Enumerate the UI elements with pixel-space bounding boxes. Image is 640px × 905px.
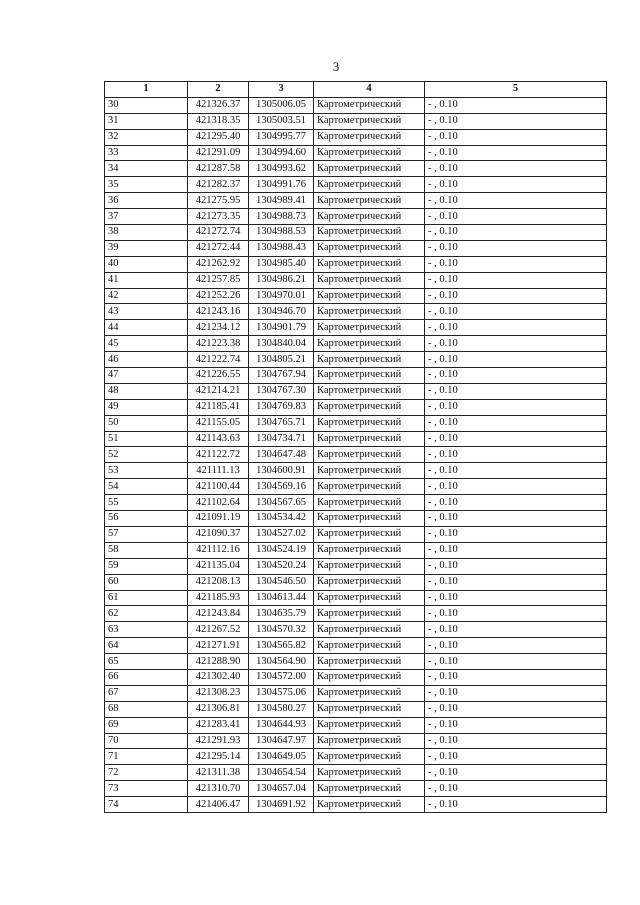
x-coordinate-cell: 421406.47: [188, 797, 249, 813]
point-number-cell: 41: [105, 272, 188, 288]
y-coordinate-cell: 1304994.60: [249, 145, 314, 161]
accuracy-cell: - , 0.10: [425, 622, 607, 638]
table-row: [105, 797, 607, 813]
method-cell: Картометрический: [314, 733, 425, 749]
x-coordinate-cell: 421302.40: [188, 669, 249, 685]
method-cell: Картометрический: [314, 574, 425, 590]
point-number-cell: 34: [105, 161, 188, 177]
table-row: [105, 733, 607, 749]
point-number-cell: 37: [105, 209, 188, 225]
point-number-cell: 40: [105, 256, 188, 272]
x-coordinate-cell: 421308.23: [188, 685, 249, 701]
accuracy-cell: - , 0.10: [425, 352, 607, 368]
table-row: [105, 463, 607, 479]
accuracy-cell: - , 0.10: [425, 383, 607, 399]
point-number-cell: 50: [105, 415, 188, 431]
table-row: [105, 606, 607, 622]
method-cell: Картометрический: [314, 368, 425, 384]
point-number-cell: 72: [105, 765, 188, 781]
table-row: [105, 256, 607, 272]
method-cell: Картометрический: [314, 701, 425, 717]
x-coordinate-cell: 421310.70: [188, 781, 249, 797]
accuracy-cell: - , 0.10: [425, 574, 607, 590]
point-number-cell: 69: [105, 717, 188, 733]
table-row: [105, 574, 607, 590]
x-coordinate-cell: 421208.13: [188, 574, 249, 590]
point-number-cell: 71: [105, 749, 188, 765]
table-row: [105, 717, 607, 733]
method-cell: Картометрический: [314, 479, 425, 495]
x-coordinate-cell: 421222.74: [188, 352, 249, 368]
method-cell: Картометрический: [314, 352, 425, 368]
x-coordinate-cell: 421287.58: [188, 161, 249, 177]
x-coordinate-cell: 421257.85: [188, 272, 249, 288]
x-coordinate-cell: 421185.41: [188, 399, 249, 415]
point-number-cell: 60: [105, 574, 188, 590]
accuracy-cell: - , 0.10: [425, 129, 607, 145]
x-coordinate-cell: 421295.14: [188, 749, 249, 765]
x-coordinate-cell: 421326.37: [188, 97, 249, 113]
accuracy-cell: - , 0.10: [425, 526, 607, 542]
point-number-cell: 57: [105, 526, 188, 542]
y-coordinate-cell: 1304769.83: [249, 399, 314, 415]
method-cell: Картометрический: [314, 193, 425, 209]
y-coordinate-cell: 1304765.71: [249, 415, 314, 431]
accuracy-cell: - , 0.10: [425, 590, 607, 606]
y-coordinate-cell: 1305003.51: [249, 113, 314, 129]
accuracy-cell: - , 0.10: [425, 669, 607, 685]
accuracy-cell: - , 0.10: [425, 431, 607, 447]
point-number-cell: 52: [105, 447, 188, 463]
table-row: [105, 526, 607, 542]
accuracy-cell: - , 0.10: [425, 685, 607, 701]
x-coordinate-cell: 421090.37: [188, 526, 249, 542]
accuracy-cell: - , 0.10: [425, 638, 607, 654]
y-coordinate-cell: 1304635.79: [249, 606, 314, 622]
y-coordinate-cell: 1304569.16: [249, 479, 314, 495]
method-cell: Картометрический: [314, 463, 425, 479]
point-number-cell: 36: [105, 193, 188, 209]
table-header-row: [105, 82, 607, 98]
accuracy-cell: - , 0.10: [425, 304, 607, 320]
point-number-cell: 65: [105, 654, 188, 670]
method-cell: Картометрический: [314, 225, 425, 241]
point-number-cell: 59: [105, 558, 188, 574]
point-number-cell: 31: [105, 113, 188, 129]
accuracy-cell: - , 0.10: [425, 717, 607, 733]
method-cell: Картометрический: [314, 256, 425, 272]
accuracy-cell: - , 0.10: [425, 209, 607, 225]
table-row: [105, 495, 607, 511]
point-number-cell: 54: [105, 479, 188, 495]
point-number-cell: 44: [105, 320, 188, 336]
accuracy-cell: - , 0.10: [425, 399, 607, 415]
table-row: [105, 288, 607, 304]
y-coordinate-cell: 1304567.65: [249, 495, 314, 511]
table-row: [105, 240, 607, 256]
method-cell: Картометрический: [314, 113, 425, 129]
x-coordinate-cell: 421143.63: [188, 431, 249, 447]
accuracy-cell: - , 0.10: [425, 368, 607, 384]
table-row: [105, 431, 607, 447]
column-header-5: 5: [425, 82, 607, 98]
point-number-cell: 33: [105, 145, 188, 161]
method-cell: Картометрический: [314, 669, 425, 685]
method-cell: Картометрический: [314, 145, 425, 161]
table-row: [105, 749, 607, 765]
table-row: [105, 781, 607, 797]
y-coordinate-cell: 1304691.92: [249, 797, 314, 813]
point-number-cell: 43: [105, 304, 188, 320]
accuracy-cell: - , 0.10: [425, 177, 607, 193]
method-cell: Картометрический: [314, 622, 425, 638]
column-header-1: 1: [105, 82, 188, 98]
y-coordinate-cell: 1304985.40: [249, 256, 314, 272]
x-coordinate-cell: 421272.44: [188, 240, 249, 256]
method-cell: Картометрический: [314, 288, 425, 304]
column-header-4: 4: [314, 82, 425, 98]
y-coordinate-cell: 1304901.79: [249, 320, 314, 336]
table-row: [105, 479, 607, 495]
point-number-cell: 62: [105, 606, 188, 622]
table-row: [105, 161, 607, 177]
x-coordinate-cell: 421283.41: [188, 717, 249, 733]
y-coordinate-cell: 1304644.93: [249, 717, 314, 733]
x-coordinate-cell: 421318.35: [188, 113, 249, 129]
method-cell: Картометрический: [314, 717, 425, 733]
accuracy-cell: - , 0.10: [425, 781, 607, 797]
table-row: [105, 765, 607, 781]
coordinates-table: [104, 81, 607, 813]
y-coordinate-cell: 1305006.05: [249, 97, 314, 113]
point-number-cell: 61: [105, 590, 188, 606]
accuracy-cell: - , 0.10: [425, 97, 607, 113]
table-row: [105, 177, 607, 193]
point-number-cell: 39: [105, 240, 188, 256]
table-row: [105, 225, 607, 241]
table-row: [105, 701, 607, 717]
page-number: 3: [332, 59, 340, 74]
table-row: [105, 622, 607, 638]
table-row: [105, 320, 607, 336]
x-coordinate-cell: 421111.13: [188, 463, 249, 479]
accuracy-cell: - , 0.10: [425, 272, 607, 288]
point-number-cell: 73: [105, 781, 188, 797]
y-coordinate-cell: 1304580.27: [249, 701, 314, 717]
y-coordinate-cell: 1304647.48: [249, 447, 314, 463]
method-cell: Картометрический: [314, 606, 425, 622]
y-coordinate-cell: 1304991.76: [249, 177, 314, 193]
method-cell: Картометрический: [314, 685, 425, 701]
point-number-cell: 48: [105, 383, 188, 399]
table-row: [105, 304, 607, 320]
point-number-cell: 49: [105, 399, 188, 415]
table-row: [105, 383, 607, 399]
method-cell: Картометрический: [314, 526, 425, 542]
method-cell: Картометрический: [314, 654, 425, 670]
point-number-cell: 32: [105, 129, 188, 145]
x-coordinate-cell: 421214.21: [188, 383, 249, 399]
x-coordinate-cell: 421275.95: [188, 193, 249, 209]
table-row: [105, 129, 607, 145]
method-cell: Картометрический: [314, 161, 425, 177]
y-coordinate-cell: 1304988.43: [249, 240, 314, 256]
y-coordinate-cell: 1304988.73: [249, 209, 314, 225]
column-header-2: 2: [188, 82, 249, 98]
x-coordinate-cell: 421262.92: [188, 256, 249, 272]
y-coordinate-cell: 1304946.70: [249, 304, 314, 320]
y-coordinate-cell: 1304734.71: [249, 431, 314, 447]
accuracy-cell: - , 0.10: [425, 654, 607, 670]
accuracy-cell: - , 0.10: [425, 256, 607, 272]
table-row: [105, 352, 607, 368]
method-cell: Картометрический: [314, 97, 425, 113]
y-coordinate-cell: 1304575.06: [249, 685, 314, 701]
method-cell: Картометрический: [314, 129, 425, 145]
y-coordinate-cell: 1304767.94: [249, 368, 314, 384]
point-number-cell: 45: [105, 336, 188, 352]
y-coordinate-cell: 1304570.32: [249, 622, 314, 638]
x-coordinate-cell: 421272.74: [188, 225, 249, 241]
method-cell: Картометрический: [314, 765, 425, 781]
x-coordinate-cell: 421155.05: [188, 415, 249, 431]
method-cell: Картометрический: [314, 797, 425, 813]
x-coordinate-cell: 421273.35: [188, 209, 249, 225]
y-coordinate-cell: 1304613.44: [249, 590, 314, 606]
accuracy-cell: - , 0.10: [425, 558, 607, 574]
x-coordinate-cell: 421267.52: [188, 622, 249, 638]
y-coordinate-cell: 1304767.30: [249, 383, 314, 399]
point-number-cell: 74: [105, 797, 188, 813]
accuracy-cell: - , 0.10: [425, 479, 607, 495]
point-number-cell: 30: [105, 97, 188, 113]
table-row: [105, 415, 607, 431]
method-cell: Картометрический: [314, 272, 425, 288]
accuracy-cell: - , 0.10: [425, 145, 607, 161]
y-coordinate-cell: 1304572.00: [249, 669, 314, 685]
table-row: [105, 590, 607, 606]
y-coordinate-cell: 1304840.04: [249, 336, 314, 352]
accuracy-cell: - , 0.10: [425, 240, 607, 256]
column-header-3: 3: [249, 82, 314, 98]
accuracy-cell: - , 0.10: [425, 606, 607, 622]
accuracy-cell: - , 0.10: [425, 495, 607, 511]
x-coordinate-cell: 421091.19: [188, 511, 249, 527]
method-cell: Картометрический: [314, 447, 425, 463]
x-coordinate-cell: 421295.40: [188, 129, 249, 145]
table-row: [105, 399, 607, 415]
accuracy-cell: - , 0.10: [425, 797, 607, 813]
y-coordinate-cell: 1304986.21: [249, 272, 314, 288]
y-coordinate-cell: 1304805.21: [249, 352, 314, 368]
point-number-cell: 63: [105, 622, 188, 638]
point-number-cell: 53: [105, 463, 188, 479]
y-coordinate-cell: 1304649.05: [249, 749, 314, 765]
y-coordinate-cell: 1304647.97: [249, 733, 314, 749]
x-coordinate-cell: 421112.16: [188, 542, 249, 558]
accuracy-cell: - , 0.10: [425, 463, 607, 479]
table-body: [105, 97, 607, 812]
y-coordinate-cell: 1304970.01: [249, 288, 314, 304]
y-coordinate-cell: 1304989.41: [249, 193, 314, 209]
x-coordinate-cell: 421100.44: [188, 479, 249, 495]
method-cell: Картометрический: [314, 558, 425, 574]
point-number-cell: 68: [105, 701, 188, 717]
accuracy-cell: - , 0.10: [425, 161, 607, 177]
table-row: [105, 97, 607, 113]
point-number-cell: 46: [105, 352, 188, 368]
x-coordinate-cell: 421291.93: [188, 733, 249, 749]
x-coordinate-cell: 421252.26: [188, 288, 249, 304]
y-coordinate-cell: 1304546.50: [249, 574, 314, 590]
y-coordinate-cell: 1304564.90: [249, 654, 314, 670]
accuracy-cell: - , 0.10: [425, 733, 607, 749]
point-number-cell: 47: [105, 368, 188, 384]
table-row: [105, 145, 607, 161]
method-cell: Картометрический: [314, 336, 425, 352]
x-coordinate-cell: 421282.37: [188, 177, 249, 193]
y-coordinate-cell: 1304995.77: [249, 129, 314, 145]
table-row: [105, 447, 607, 463]
method-cell: Картометрический: [314, 320, 425, 336]
method-cell: Картометрический: [314, 781, 425, 797]
table-row: [105, 638, 607, 654]
point-number-cell: 56: [105, 511, 188, 527]
point-number-cell: 42: [105, 288, 188, 304]
point-number-cell: 66: [105, 669, 188, 685]
method-cell: Картометрический: [314, 415, 425, 431]
y-coordinate-cell: 1304657.04: [249, 781, 314, 797]
y-coordinate-cell: 1304654.54: [249, 765, 314, 781]
x-coordinate-cell: 421243.16: [188, 304, 249, 320]
x-coordinate-cell: 421311.38: [188, 765, 249, 781]
table-row: [105, 336, 607, 352]
method-cell: Картометрический: [314, 383, 425, 399]
method-cell: Картометрический: [314, 638, 425, 654]
table-row: [105, 654, 607, 670]
point-number-cell: 51: [105, 431, 188, 447]
x-coordinate-cell: 421234.12: [188, 320, 249, 336]
x-coordinate-cell: 421223.38: [188, 336, 249, 352]
y-coordinate-cell: 1304527.02: [249, 526, 314, 542]
accuracy-cell: - , 0.10: [425, 288, 607, 304]
accuracy-cell: - , 0.10: [425, 225, 607, 241]
x-coordinate-cell: 421288.90: [188, 654, 249, 670]
table-row: [105, 685, 607, 701]
point-number-cell: 55: [105, 495, 188, 511]
method-cell: Картометрический: [314, 749, 425, 765]
y-coordinate-cell: 1304988.53: [249, 225, 314, 241]
method-cell: Картометрический: [314, 542, 425, 558]
y-coordinate-cell: 1304520.24: [249, 558, 314, 574]
x-coordinate-cell: 421243.84: [188, 606, 249, 622]
x-coordinate-cell: 421185.93: [188, 590, 249, 606]
accuracy-cell: - , 0.10: [425, 193, 607, 209]
point-number-cell: 58: [105, 542, 188, 558]
table-row: [105, 193, 607, 209]
method-cell: Картометрический: [314, 209, 425, 225]
accuracy-cell: - , 0.10: [425, 336, 607, 352]
accuracy-cell: - , 0.10: [425, 320, 607, 336]
method-cell: Картометрический: [314, 240, 425, 256]
y-coordinate-cell: 1304524.19: [249, 542, 314, 558]
accuracy-cell: - , 0.10: [425, 113, 607, 129]
y-coordinate-cell: 1304534.42: [249, 511, 314, 527]
method-cell: Картометрический: [314, 590, 425, 606]
x-coordinate-cell: 421135.04: [188, 558, 249, 574]
accuracy-cell: - , 0.10: [425, 542, 607, 558]
table-row: [105, 368, 607, 384]
y-coordinate-cell: 1304993.62: [249, 161, 314, 177]
method-cell: Картометрический: [314, 511, 425, 527]
method-cell: Картометрический: [314, 431, 425, 447]
point-number-cell: 64: [105, 638, 188, 654]
method-cell: Картометрический: [314, 399, 425, 415]
accuracy-cell: - , 0.10: [425, 701, 607, 717]
table-row: [105, 113, 607, 129]
point-number-cell: 35: [105, 177, 188, 193]
table-row: [105, 272, 607, 288]
x-coordinate-cell: 421102.64: [188, 495, 249, 511]
table-row: [105, 669, 607, 685]
x-coordinate-cell: 421226.55: [188, 368, 249, 384]
accuracy-cell: - , 0.10: [425, 749, 607, 765]
method-cell: Картометрический: [314, 177, 425, 193]
table-row: [105, 558, 607, 574]
x-coordinate-cell: 421271.91: [188, 638, 249, 654]
method-cell: Картометрический: [314, 304, 425, 320]
method-cell: Картометрический: [314, 495, 425, 511]
x-coordinate-cell: 421291.09: [188, 145, 249, 161]
table-row: [105, 511, 607, 527]
point-number-cell: 70: [105, 733, 188, 749]
point-number-cell: 38: [105, 225, 188, 241]
x-coordinate-cell: 421122.72: [188, 447, 249, 463]
accuracy-cell: - , 0.10: [425, 415, 607, 431]
x-coordinate-cell: 421306.81: [188, 701, 249, 717]
y-coordinate-cell: 1304600.91: [249, 463, 314, 479]
table-row: [105, 542, 607, 558]
accuracy-cell: - , 0.10: [425, 511, 607, 527]
point-number-cell: 67: [105, 685, 188, 701]
accuracy-cell: - , 0.10: [425, 447, 607, 463]
y-coordinate-cell: 1304565.82: [249, 638, 314, 654]
table-row: [105, 209, 607, 225]
accuracy-cell: - , 0.10: [425, 765, 607, 781]
